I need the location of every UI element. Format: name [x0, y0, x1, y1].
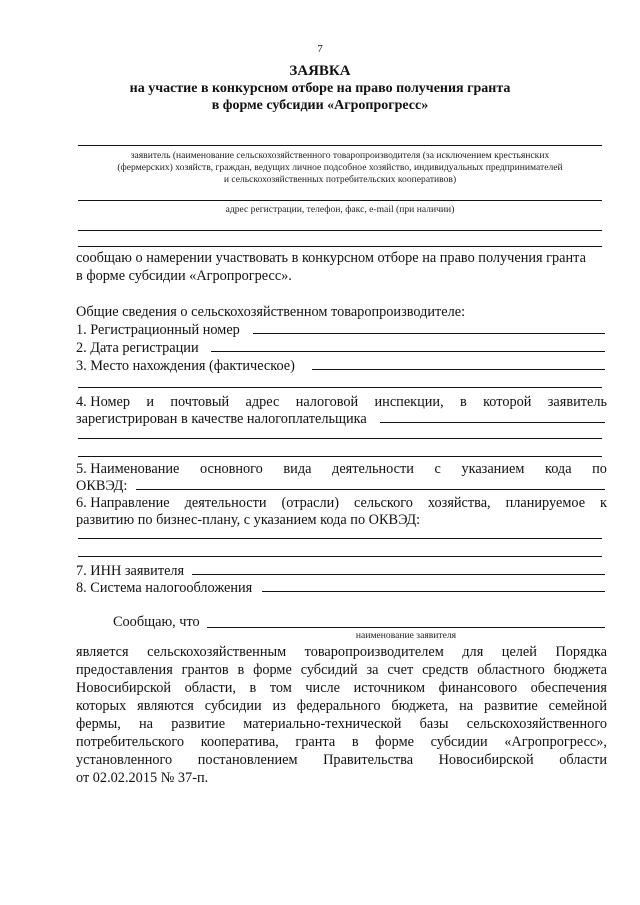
applicant-name-statement-field[interactable]	[207, 627, 605, 628]
item-tax-office-label: 4. Номер и почтовый адрес налоговой инспекции, в которой заявитель	[76, 394, 607, 410]
closing-line-6: потребительского кооператива, гранта в форме субсидии «Агропрогресс»,	[76, 734, 607, 750]
item-registration-date-label: 2. Дата регистрации	[76, 340, 199, 356]
address-caption: адрес регистрации, телефон, факс, e-mail (при наличии)	[225, 204, 455, 215]
item-direction-label: 6. Направление деятельности (отрасли) сельского хозяйства, планируемое к	[76, 495, 607, 511]
closing-line-7: установленного постановлением Правительства Новосибирской области	[76, 752, 607, 768]
tax-office-extra-line-1[interactable]	[78, 438, 602, 439]
registration-date-field[interactable]	[211, 351, 605, 352]
inform-label: Сообщаю, что	[113, 614, 200, 630]
item-location-label: 3. Место нахождения (фактическое)	[76, 358, 295, 374]
direction-extra-line-2[interactable]	[78, 556, 602, 557]
tax-system-field[interactable]	[262, 591, 605, 592]
closing-line-8: от 02.02.2015 № 37-п.	[76, 770, 209, 786]
address-extra-line-1[interactable]	[78, 230, 602, 231]
tax-office-extra-line-2[interactable]	[78, 456, 602, 457]
applicant-caption-line3: и сельскохозяйственных потребительских кооперативов)	[223, 174, 457, 185]
closing-line-2: предоставления грантов в форме субсидий за счет средств областного бюджета	[76, 662, 607, 678]
registration-number-field[interactable]	[253, 333, 605, 334]
location-field[interactable]	[312, 369, 605, 370]
inform-caption: наименование заявителя	[355, 630, 457, 641]
direction-extra-line-1[interactable]	[78, 538, 602, 539]
inn-field[interactable]	[192, 574, 605, 575]
tax-office-field[interactable]	[380, 422, 605, 423]
item-direction-label-line2: развитию по бизнес-плану, с указанием кода по ОКВЭД:	[76, 512, 421, 528]
closing-line-1: является сельскохозяйственным товаропроизводителем для целей Порядка	[76, 644, 607, 660]
applicant-caption-line2: (фермерских) хозяйств, граждан, ведущих личное подсобное хозяйство, индивидуальных предпринимателей	[117, 162, 563, 173]
general-info-header: Общие сведения о сельскохозяйственном товаропроизводителе:	[76, 304, 466, 320]
address-extra-line-2[interactable]	[78, 246, 602, 247]
page-number: 7	[317, 43, 323, 55]
main-activity-field[interactable]	[136, 489, 605, 490]
item-registration-number-label: 1. Регистрационный номер	[76, 322, 240, 338]
applicant-name-line[interactable]	[78, 145, 602, 146]
item-tax-office-label-line2: зарегистрирован в качестве налогоплательщика	[76, 411, 367, 427]
closing-line-5: фермы, на развитие материально-технической базы сельскохозяйственного	[76, 716, 607, 732]
form-subtitle-line2: в форме субсидии «Агропрогресс»	[211, 98, 429, 113]
address-line[interactable]	[78, 200, 602, 201]
intent-line2: в форме субсидии «Агропрогресс».	[76, 268, 292, 284]
closing-line-4: которых являются субсидии из федерального бюджета, на развитие семейной	[76, 698, 607, 714]
form-title: ЗАЯВКА	[289, 63, 351, 79]
form-subtitle-line1: на участие в конкурсном отборе на право получения гранта	[129, 81, 511, 96]
intent-line1: сообщаю о намерении участвовать в конкурсном отборе на право получения гранта	[76, 250, 586, 266]
location-extra-line[interactable]	[78, 387, 602, 388]
closing-line-3: Новосибирской области, в том числе источником финансового обеспечения	[76, 680, 607, 696]
item-main-activity-label-line2: ОКВЭД:	[76, 478, 128, 494]
item-inn-label: 7. ИНН заявителя	[76, 563, 185, 579]
item-tax-system-label: 8. Система налогообложения	[76, 580, 253, 596]
applicant-caption-line1: заявитель (наименование сельскохозяйственного товаропроизводителя (за исключением крестьянских	[130, 150, 550, 161]
item-main-activity-label: 5. Наименование основного вида деятельности с указанием кода по	[76, 461, 607, 477]
